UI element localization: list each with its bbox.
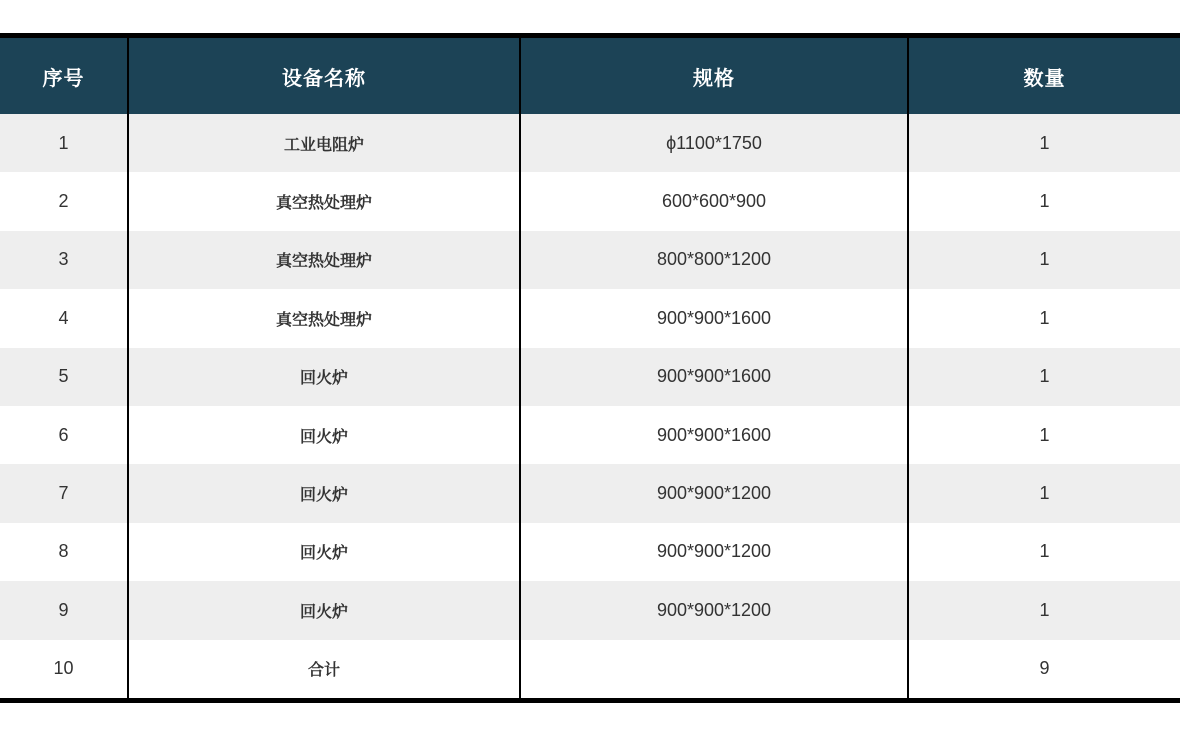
cell-serial-number: 3	[0, 231, 128, 289]
equipment-table	[0, 38, 1180, 698]
cell-equipment-name: 回火炉	[128, 464, 520, 522]
table-row	[0, 640, 1180, 698]
equipment-table-container	[0, 33, 1180, 703]
table-row	[0, 289, 1180, 347]
table-row	[0, 406, 1180, 464]
table-row	[0, 231, 1180, 289]
cell-equipment-name: 回火炉	[128, 406, 520, 464]
cell-specification: 900*900*1600	[520, 289, 908, 347]
table-row	[0, 114, 1180, 172]
table-row	[0, 348, 1180, 406]
cell-quantity: 1	[908, 348, 1180, 406]
cell-quantity: 1	[908, 581, 1180, 639]
cell-quantity: 1	[908, 523, 1180, 581]
header-cell-spec: 规格	[520, 38, 908, 114]
cell-quantity: 1	[908, 406, 1180, 464]
cell-serial-number: 8	[0, 523, 128, 581]
table-row	[0, 172, 1180, 230]
cell-equipment-name: 回火炉	[128, 523, 520, 581]
cell-quantity: 1	[908, 231, 1180, 289]
cell-equipment-name: 真空热处理炉	[128, 231, 520, 289]
cell-serial-number: 4	[0, 289, 128, 347]
cell-equipment-name: 工业电阻炉	[128, 114, 520, 172]
cell-quantity: 1	[908, 464, 1180, 522]
cell-specification: ϕ1100*1750	[520, 114, 908, 172]
cell-specification: 900*900*1200	[520, 523, 908, 581]
cell-serial-number: 5	[0, 348, 128, 406]
cell-equipment-name: 回火炉	[128, 581, 520, 639]
cell-serial-number: 1	[0, 114, 128, 172]
cell-specification: 900*900*1200	[520, 581, 908, 639]
cell-quantity: 1	[908, 114, 1180, 172]
cell-serial-number: 9	[0, 581, 128, 639]
cell-equipment-name: 真空热处理炉	[128, 172, 520, 230]
cell-equipment-name: 真空热处理炉	[128, 289, 520, 347]
cell-serial-number: 10	[0, 640, 128, 698]
header-cell-name: 设备名称	[128, 38, 520, 114]
cell-specification: 600*600*900	[520, 172, 908, 230]
cell-serial-number: 6	[0, 406, 128, 464]
table-row	[0, 581, 1180, 639]
cell-equipment-name: 合计	[128, 640, 520, 698]
cell-equipment-name: 回火炉	[128, 348, 520, 406]
cell-specification: 800*800*1200	[520, 231, 908, 289]
cell-quantity: 9	[908, 640, 1180, 698]
equipment-table-body	[0, 114, 1180, 698]
table-row	[0, 464, 1180, 522]
cell-specification: 900*900*1600	[520, 406, 908, 464]
header-cell-qty: 数量	[908, 38, 1180, 114]
table-row	[0, 523, 1180, 581]
header-cell-index: 序号	[0, 38, 128, 114]
cell-specification: 900*900*1600	[520, 348, 908, 406]
cell-serial-number: 2	[0, 172, 128, 230]
cell-quantity: 1	[908, 172, 1180, 230]
cell-quantity: 1	[908, 289, 1180, 347]
table-header-row	[0, 38, 1180, 114]
cell-serial-number: 7	[0, 464, 128, 522]
cell-specification	[520, 640, 908, 698]
cell-specification: 900*900*1200	[520, 464, 908, 522]
